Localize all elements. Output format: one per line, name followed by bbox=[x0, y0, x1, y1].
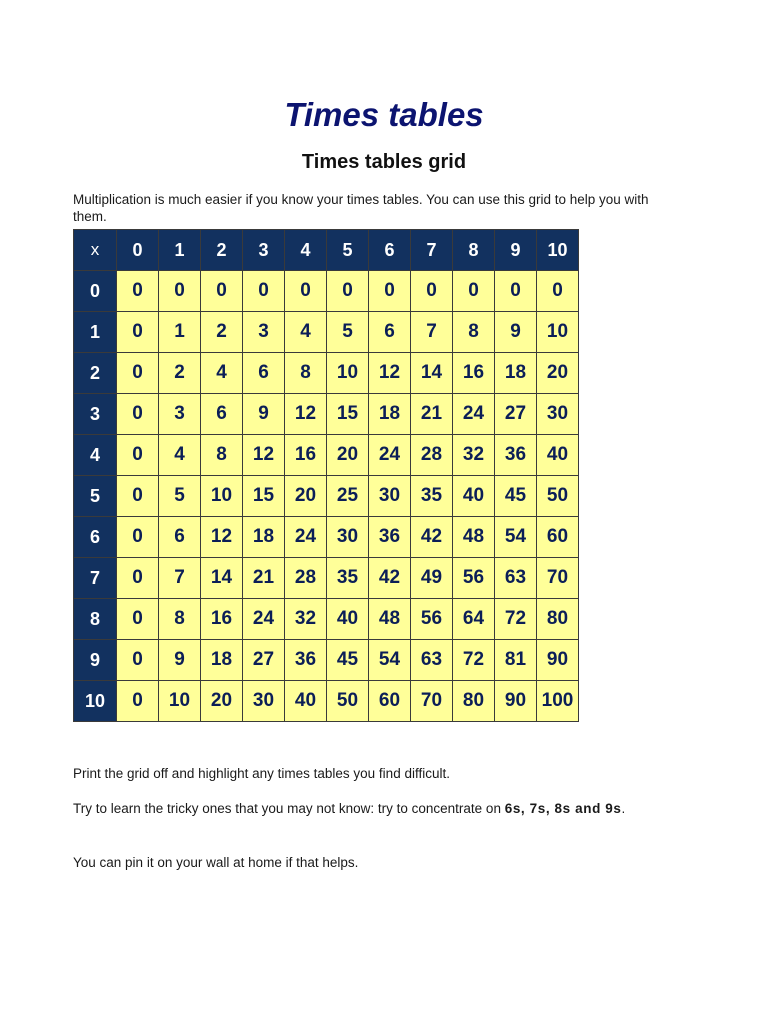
grid-cell: 0 bbox=[537, 271, 579, 312]
grid-cell: 24 bbox=[453, 394, 495, 435]
grid-row bbox=[74, 353, 579, 394]
grid-cell: 0 bbox=[117, 558, 159, 599]
grid-cell: 0 bbox=[117, 476, 159, 517]
grid-cell: 48 bbox=[369, 599, 411, 640]
grid-cell: 40 bbox=[453, 476, 495, 517]
grid-cell: 0 bbox=[411, 271, 453, 312]
grid-cell: 14 bbox=[201, 558, 243, 599]
grid-cell: 0 bbox=[117, 599, 159, 640]
grid-cell: 90 bbox=[537, 640, 579, 681]
tricky-suffix: . bbox=[621, 800, 626, 816]
grid-column-header: 5 bbox=[327, 230, 369, 271]
grid-cell: 36 bbox=[369, 517, 411, 558]
intro-paragraph: Multiplication is much easier if you know your times tables. You can use this grid to help you with them. bbox=[73, 191, 649, 224]
grid-cell: 8 bbox=[453, 312, 495, 353]
grid-cell: 0 bbox=[453, 271, 495, 312]
grid-row bbox=[74, 517, 579, 558]
grid-cell: 0 bbox=[117, 517, 159, 558]
grid-cell: 0 bbox=[117, 271, 159, 312]
grid-column-header: 6 bbox=[369, 230, 411, 271]
grid-cell: 9 bbox=[243, 394, 285, 435]
grid-cell: 4 bbox=[201, 353, 243, 394]
grid-cell: 21 bbox=[243, 558, 285, 599]
grid-cell: 0 bbox=[117, 312, 159, 353]
grid-cell: 20 bbox=[327, 435, 369, 476]
grid-cell: 24 bbox=[285, 517, 327, 558]
grid-row-header: 10 bbox=[74, 681, 117, 722]
grid-row bbox=[74, 435, 579, 476]
grid-cell: 56 bbox=[411, 599, 453, 640]
grid-cell: 6 bbox=[369, 312, 411, 353]
grid-column-header: 10 bbox=[537, 230, 579, 271]
grid-column-header: 2 bbox=[201, 230, 243, 271]
grid-cell: 10 bbox=[159, 681, 201, 722]
grid-cell: 8 bbox=[285, 353, 327, 394]
grid-cell: 70 bbox=[411, 681, 453, 722]
grid-header-row bbox=[74, 230, 579, 271]
grid-row bbox=[74, 640, 579, 681]
grid-row bbox=[74, 476, 579, 517]
grid-column-header: 1 bbox=[159, 230, 201, 271]
grid-row-header: 3 bbox=[74, 394, 117, 435]
grid-cell: 25 bbox=[327, 476, 369, 517]
grid-cell: 20 bbox=[285, 476, 327, 517]
grid-cell: 0 bbox=[495, 271, 537, 312]
grid-column-header: 3 bbox=[243, 230, 285, 271]
grid-cell: 6 bbox=[243, 353, 285, 394]
grid-cell: 24 bbox=[369, 435, 411, 476]
grid-row-header: 1 bbox=[74, 312, 117, 353]
grid-column-header: 0 bbox=[117, 230, 159, 271]
grid-cell: 40 bbox=[327, 599, 369, 640]
grid-row bbox=[74, 394, 579, 435]
grid-cell: 10 bbox=[201, 476, 243, 517]
grid-column-header: 7 bbox=[411, 230, 453, 271]
grid-cell: 0 bbox=[159, 271, 201, 312]
grid-cell: 42 bbox=[411, 517, 453, 558]
grid-cell: 32 bbox=[453, 435, 495, 476]
grid-cell: 18 bbox=[369, 394, 411, 435]
grid-row-header: 5 bbox=[74, 476, 117, 517]
grid-cell: 10 bbox=[537, 312, 579, 353]
grid-cell: 30 bbox=[327, 517, 369, 558]
grid-row-header: 6 bbox=[74, 517, 117, 558]
grid-row bbox=[74, 681, 579, 722]
grid-cell: 18 bbox=[495, 353, 537, 394]
grid-cell: 45 bbox=[327, 640, 369, 681]
grid-cell: 3 bbox=[243, 312, 285, 353]
grid-corner-cell: x bbox=[74, 230, 117, 271]
tricky-emphasis: 6s, 7s, 8s and 9s bbox=[504, 800, 622, 816]
grid-cell: 24 bbox=[243, 599, 285, 640]
grid-row-header: 9 bbox=[74, 640, 117, 681]
grid-cell: 7 bbox=[159, 558, 201, 599]
grid-cell: 56 bbox=[453, 558, 495, 599]
grid-cell: 0 bbox=[243, 271, 285, 312]
grid-column-header: 8 bbox=[453, 230, 495, 271]
grid-cell: 0 bbox=[117, 435, 159, 476]
grid-cell: 45 bbox=[495, 476, 537, 517]
tricky-paragraph bbox=[73, 800, 683, 817]
grid-cell: 48 bbox=[453, 517, 495, 558]
grid-cell: 2 bbox=[201, 312, 243, 353]
grid-cell: 35 bbox=[327, 558, 369, 599]
grid-cell: 5 bbox=[327, 312, 369, 353]
grid-cell: 15 bbox=[243, 476, 285, 517]
grid-cell: 40 bbox=[285, 681, 327, 722]
grid-cell: 3 bbox=[159, 394, 201, 435]
grid-cell: 16 bbox=[285, 435, 327, 476]
grid-cell: 0 bbox=[285, 271, 327, 312]
grid-cell: 0 bbox=[117, 681, 159, 722]
grid-row-header: 7 bbox=[74, 558, 117, 599]
grid-cell: 12 bbox=[285, 394, 327, 435]
times-table-grid bbox=[73, 229, 579, 722]
grid-cell: 6 bbox=[201, 394, 243, 435]
grid-cell: 81 bbox=[495, 640, 537, 681]
grid-cell: 8 bbox=[201, 435, 243, 476]
grid-cell: 12 bbox=[243, 435, 285, 476]
grid-cell: 14 bbox=[411, 353, 453, 394]
grid-cell: 60 bbox=[537, 517, 579, 558]
grid-cell: 0 bbox=[117, 640, 159, 681]
grid-cell: 36 bbox=[285, 640, 327, 681]
grid-row-header: 4 bbox=[74, 435, 117, 476]
grid-row-header: 0 bbox=[74, 271, 117, 312]
grid-cell: 20 bbox=[537, 353, 579, 394]
grid-cell: 0 bbox=[369, 271, 411, 312]
grid-row-header: 8 bbox=[74, 599, 117, 640]
grid-cell: 54 bbox=[495, 517, 537, 558]
grid-cell: 10 bbox=[327, 353, 369, 394]
grid-cell: 0 bbox=[201, 271, 243, 312]
grid-row bbox=[74, 312, 579, 353]
grid-cell: 80 bbox=[453, 681, 495, 722]
grid-cell: 63 bbox=[411, 640, 453, 681]
grid-cell: 18 bbox=[243, 517, 285, 558]
grid-cell: 72 bbox=[495, 599, 537, 640]
grid-cell: 36 bbox=[495, 435, 537, 476]
grid-cell: 72 bbox=[453, 640, 495, 681]
grid-cell: 1 bbox=[159, 312, 201, 353]
grid-cell: 63 bbox=[495, 558, 537, 599]
grid-cell: 15 bbox=[327, 394, 369, 435]
page-title: Times tables bbox=[284, 96, 484, 134]
print-paragraph: Print the grid off and highlight any times tables you find difficult. bbox=[73, 765, 450, 781]
grid-cell: 27 bbox=[495, 394, 537, 435]
pin-paragraph: You can pin it on your wall at home if that helps. bbox=[73, 854, 359, 870]
grid-cell: 12 bbox=[201, 517, 243, 558]
grid-cell: 18 bbox=[201, 640, 243, 681]
grid-cell: 32 bbox=[285, 599, 327, 640]
grid-row bbox=[74, 558, 579, 599]
grid-cell: 4 bbox=[159, 435, 201, 476]
grid-cell: 50 bbox=[327, 681, 369, 722]
grid-cell: 21 bbox=[411, 394, 453, 435]
grid-cell: 5 bbox=[159, 476, 201, 517]
grid-cell: 16 bbox=[453, 353, 495, 394]
grid-cell: 27 bbox=[243, 640, 285, 681]
grid-cell: 16 bbox=[201, 599, 243, 640]
grid-row bbox=[74, 271, 579, 312]
grid-column-header: 4 bbox=[285, 230, 327, 271]
grid-cell: 12 bbox=[369, 353, 411, 394]
grid-cell: 80 bbox=[537, 599, 579, 640]
grid-cell: 90 bbox=[495, 681, 537, 722]
grid-cell: 7 bbox=[411, 312, 453, 353]
grid-cell: 35 bbox=[411, 476, 453, 517]
grid-cell: 6 bbox=[159, 517, 201, 558]
grid-cell: 9 bbox=[495, 312, 537, 353]
grid-cell: 8 bbox=[159, 599, 201, 640]
grid-cell: 30 bbox=[243, 681, 285, 722]
grid-cell: 20 bbox=[201, 681, 243, 722]
grid-row-header: 2 bbox=[74, 353, 117, 394]
grid-cell: 2 bbox=[159, 353, 201, 394]
grid-cell: 0 bbox=[117, 394, 159, 435]
grid-cell: 54 bbox=[369, 640, 411, 681]
grid-cell: 50 bbox=[537, 476, 579, 517]
grid-cell: 0 bbox=[117, 353, 159, 394]
grid-cell: 64 bbox=[453, 599, 495, 640]
grid-cell: 60 bbox=[369, 681, 411, 722]
section-heading: Times tables grid bbox=[301, 150, 467, 173]
tricky-text: Try to learn the tricky ones that you may not know: try to concentrate on bbox=[73, 800, 505, 816]
grid-cell: 4 bbox=[285, 312, 327, 353]
grid-cell: 28 bbox=[285, 558, 327, 599]
grid-cell: 40 bbox=[537, 435, 579, 476]
grid-cell: 70 bbox=[537, 558, 579, 599]
grid-cell: 0 bbox=[327, 271, 369, 312]
grid-cell: 100 bbox=[537, 681, 579, 722]
grid-column-header: 9 bbox=[495, 230, 537, 271]
grid-cell: 30 bbox=[369, 476, 411, 517]
grid-cell: 42 bbox=[369, 558, 411, 599]
grid-cell: 9 bbox=[159, 640, 201, 681]
grid-cell: 30 bbox=[537, 394, 579, 435]
grid-cell: 28 bbox=[411, 435, 453, 476]
grid-row bbox=[74, 599, 579, 640]
grid-cell: 49 bbox=[411, 558, 453, 599]
